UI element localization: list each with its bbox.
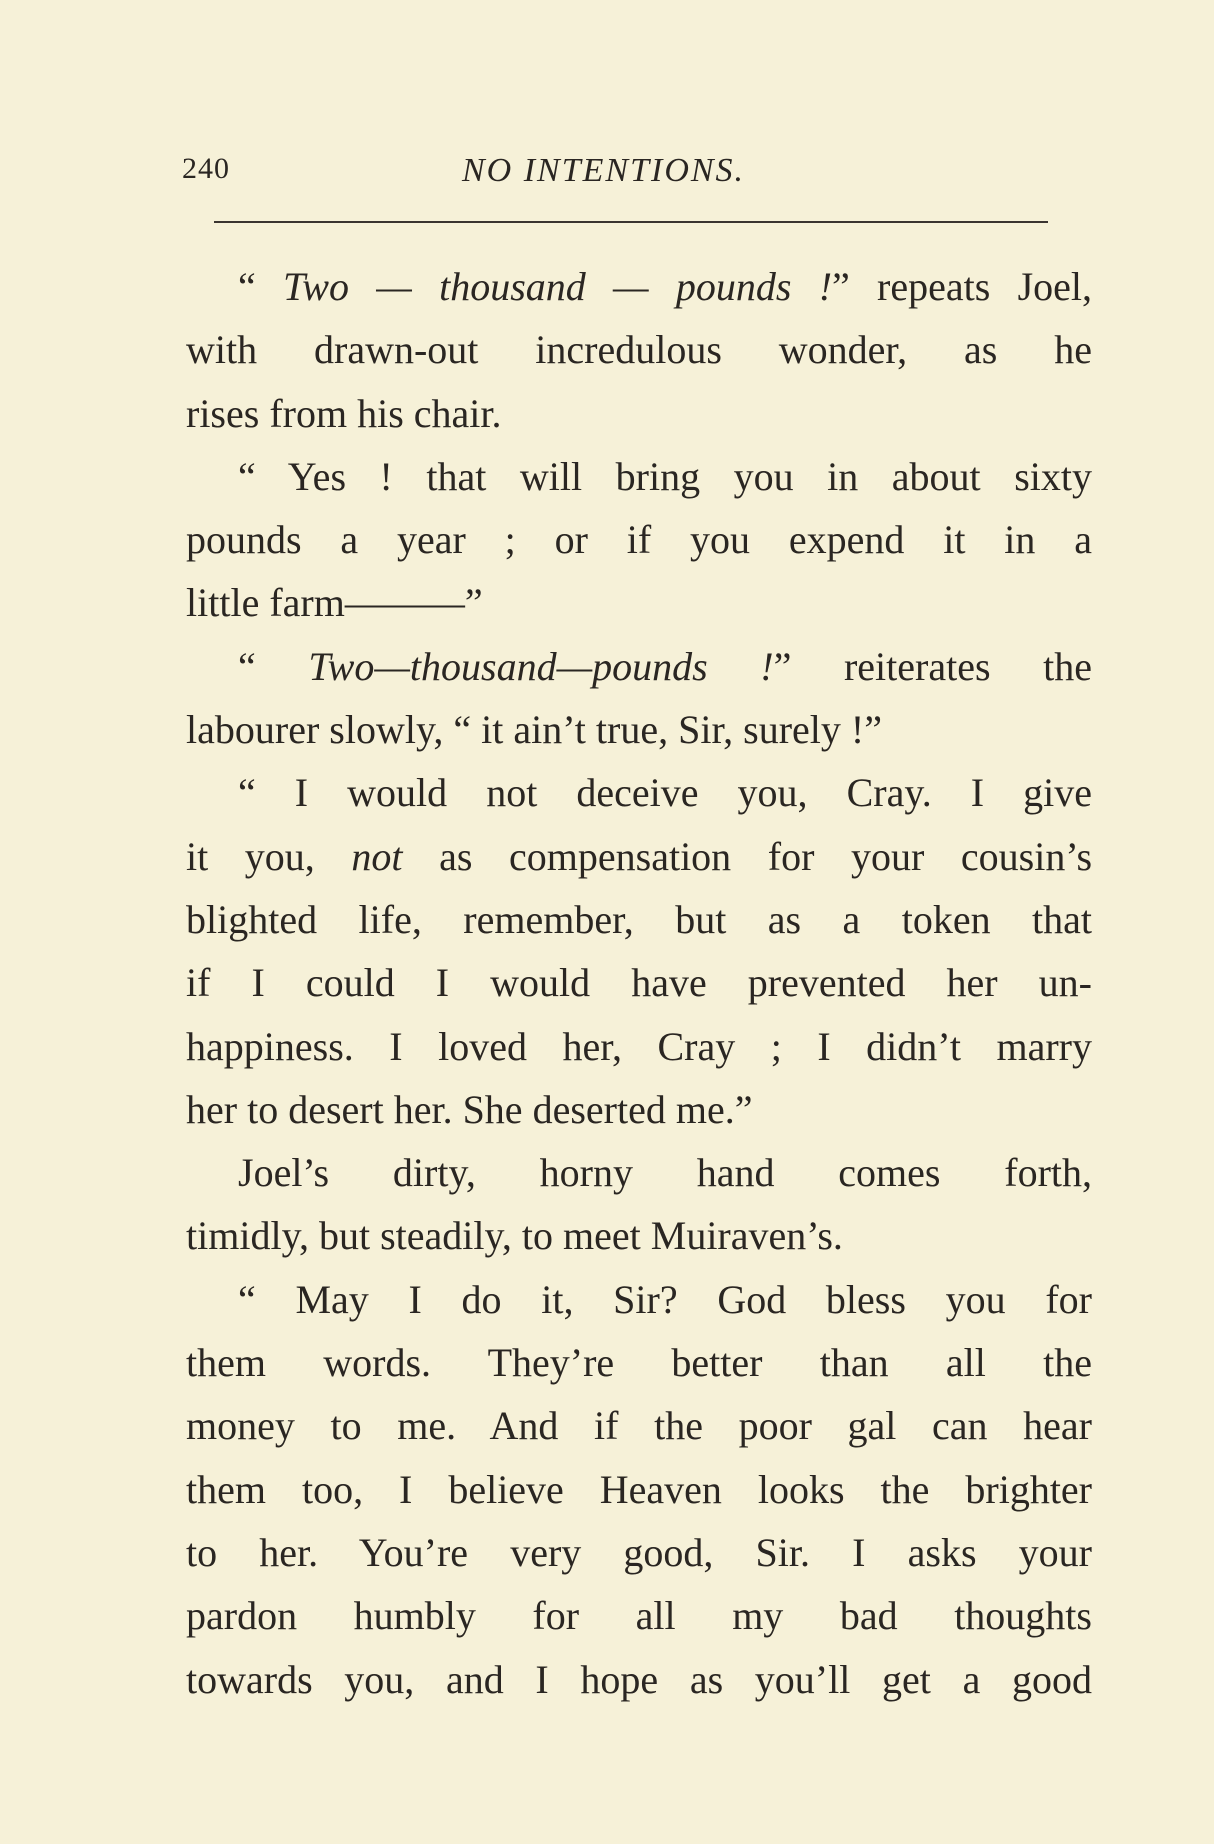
text-line [186,255,1092,318]
text-line [186,1331,1092,1394]
italic-text: not [351,833,403,879]
text-segment: as compensation for your cousin’s [402,833,1092,879]
text-line [186,571,1092,634]
text-line [186,635,1092,698]
text-line [186,1204,1092,1267]
text-segment: timidly, but steadily, to meet Muiraven’s. [186,1213,843,1259]
text-segment: blighted life, remember, but as a token that [186,896,1092,942]
text-segment: “ I would not deceive you, Cray. I give [238,770,1092,816]
text-line [186,1394,1092,1457]
running-title: NO INTENTIONS. [462,152,746,189]
text-segment: rises from his chair. [186,390,502,436]
text-line [186,1078,1092,1141]
text-segment: pardon humbly for all my bad thoughts [186,1593,1092,1639]
text-segment: “ Yes ! that will bring you in about sixty [238,453,1092,499]
text-line [186,318,1092,381]
text-line [186,1015,1092,1078]
text-segment: to her. You’re very good, Sir. I asks your [186,1529,1092,1575]
page-number: 240 [182,152,230,185]
text-line [186,1268,1092,1331]
text-line [186,888,1092,951]
text-segment: happiness. I loved her, Cray ; I didn’t marry [186,1023,1092,1069]
text-segment: ” reiterates the [773,643,1092,689]
text-line [186,951,1092,1014]
text-line [186,1648,1092,1711]
text-segment: Joel’s dirty, horny hand comes forth, [238,1150,1092,1196]
text-segment: her to desert her. She deserted me.” [186,1086,753,1132]
text-line [186,825,1092,888]
body-text [186,255,1092,1711]
text-segment: if I could I would have prevented her un- [186,960,1092,1006]
italic-text: Two — thousand — pounds ! [283,264,833,309]
text-line [186,445,1092,508]
text-segment: pounds a year ; or if you expend it in a [186,517,1092,563]
text-line [186,508,1092,571]
text-line [186,1521,1092,1584]
text-line [186,1584,1092,1647]
text-segment: it you, [186,833,352,879]
text-segment: labourer slowly, “ it ain’t true, Sir, surely !” [186,707,882,753]
running-head [182,152,1052,196]
header-rule [214,221,1048,223]
text-segment: “ [238,264,284,309]
text-segment: “ May I do it, Sir? God bless you for [238,1276,1092,1322]
text-line [186,761,1092,824]
text-segment: them too, I believe Heaven looks the brighter [186,1466,1092,1512]
text-line [186,698,1092,761]
text-segment: them words. They’re better than all the [186,1340,1092,1386]
text-segment: with drawn-out incredulous wonder, as he [186,327,1092,373]
text-segment: ” repeats Joel, [832,264,1092,309]
text-segment: little farm———” [186,580,483,626]
text-segment: towards you, and I hope as you’ll get a good [186,1656,1092,1702]
italic-text: Two—thousand—pounds ! [308,643,774,689]
text-line [186,1458,1092,1521]
text-line [186,382,1092,445]
text-segment: “ [238,643,309,689]
text-line [186,1141,1092,1204]
text-segment: money to me. And if the poor gal can hear [186,1403,1092,1449]
